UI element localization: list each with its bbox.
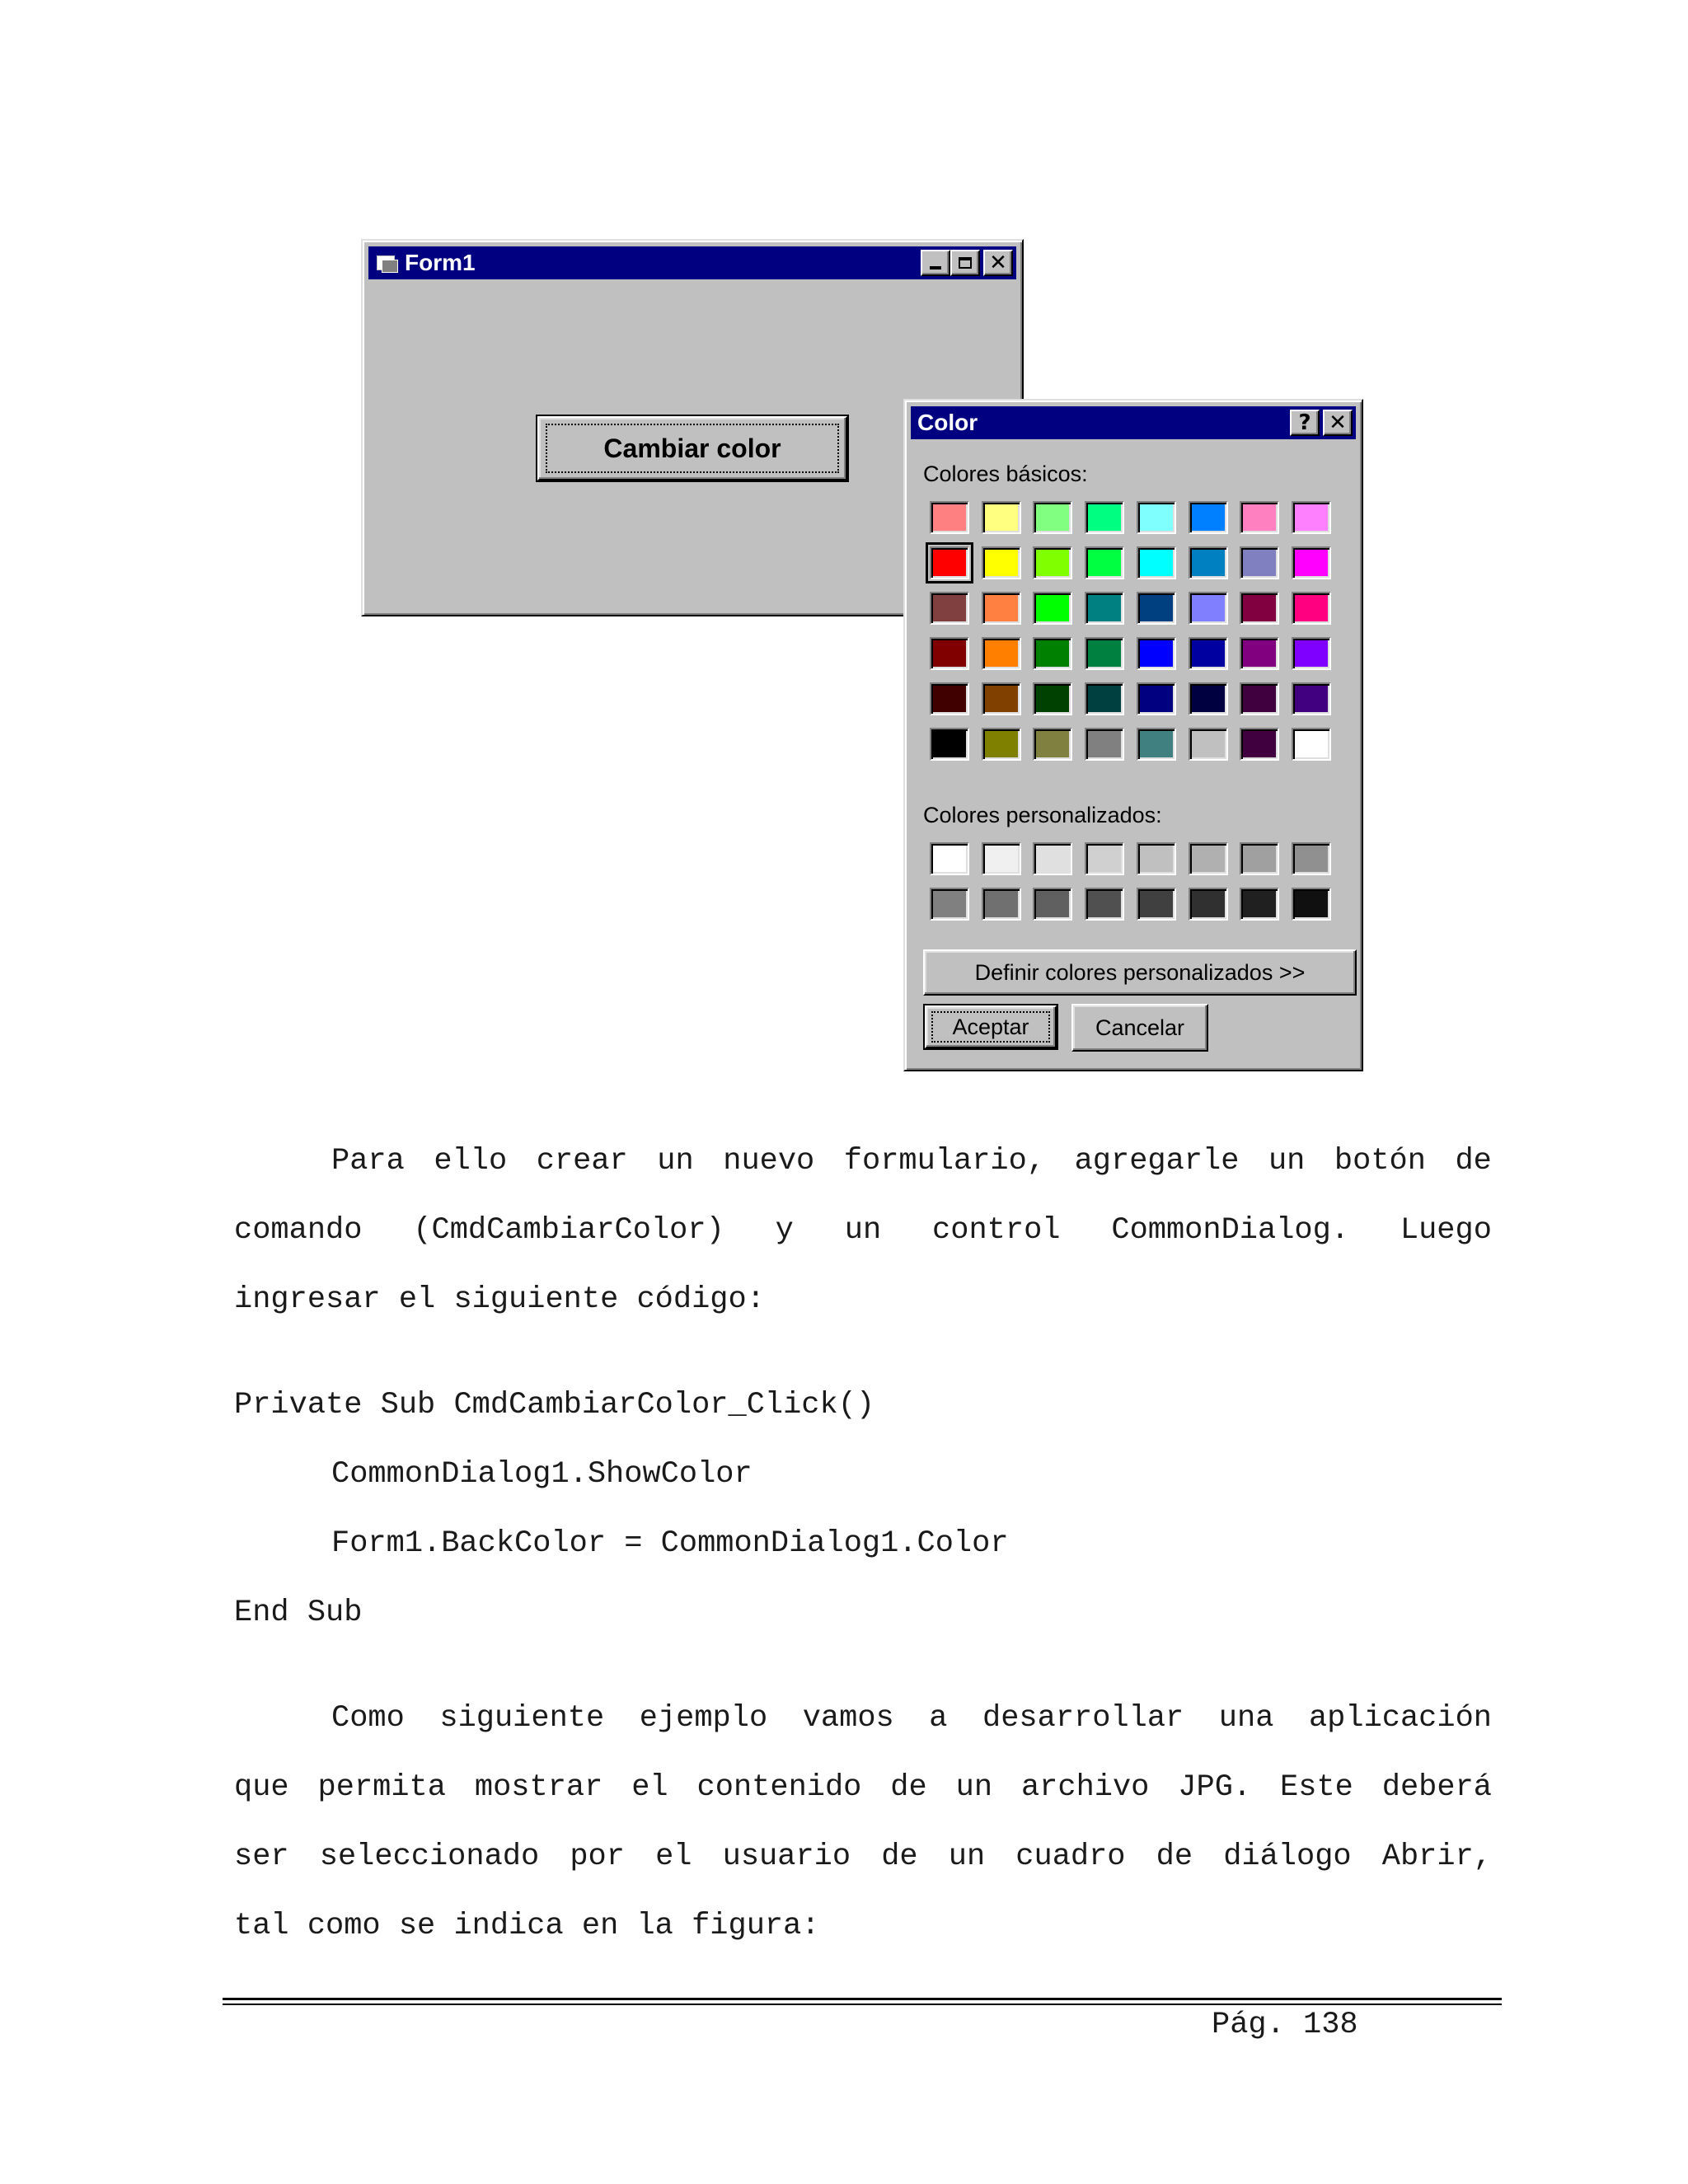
word: seleccionado (319, 1840, 540, 1874)
minimize-icon[interactable] (921, 250, 950, 276)
word: Para (331, 1144, 405, 1179)
color-swatch[interactable] (1292, 682, 1331, 715)
color-swatch[interactable] (1240, 637, 1279, 670)
basic-colors-label: Colores básicos: (923, 462, 1088, 486)
code-line: End Sub (234, 1596, 363, 1630)
word: el (655, 1840, 692, 1874)
color-swatch[interactable] (1189, 682, 1228, 715)
word: un (955, 1770, 993, 1805)
custom-colors-label: Colores personalizados: (923, 803, 1162, 827)
color-swatch[interactable] (982, 501, 1021, 534)
color-swatch[interactable] (1085, 842, 1124, 875)
maximize-icon[interactable] (950, 250, 980, 276)
color-swatch[interactable] (1137, 682, 1176, 715)
color-swatch[interactable] (930, 888, 969, 921)
close-icon[interactable]: ✕ (983, 250, 1013, 276)
word: un (844, 1213, 882, 1248)
color-swatch[interactable] (1085, 888, 1124, 921)
color-dialog-titlebar[interactable] (911, 406, 1356, 439)
color-swatch[interactable] (1085, 728, 1124, 761)
color-swatch[interactable] (1033, 546, 1072, 579)
word: ello (434, 1144, 508, 1179)
color-swatch[interactable] (930, 842, 969, 875)
accept-label: Aceptar (952, 1014, 1029, 1039)
word: por (570, 1840, 625, 1874)
help-icon[interactable]: ? (1290, 410, 1320, 436)
color-swatch[interactable] (1085, 637, 1124, 670)
color-swatch[interactable] (982, 592, 1021, 625)
cambiar-color-button[interactable] (537, 416, 847, 480)
accept-button[interactable] (925, 1005, 1057, 1048)
form1-titlebar[interactable] (368, 246, 1016, 279)
color-swatch[interactable] (1137, 728, 1176, 761)
close-icon[interactable]: ✕ (1323, 410, 1353, 436)
word: y (775, 1213, 794, 1248)
color-swatch[interactable] (1292, 888, 1331, 921)
cambiar-color-label: Cambiar color (603, 433, 781, 463)
color-swatch[interactable] (1137, 637, 1176, 670)
word: un (1268, 1144, 1306, 1179)
color-swatch[interactable] (1240, 546, 1279, 579)
color-swatch[interactable] (982, 637, 1021, 670)
color-swatch[interactable] (1240, 728, 1279, 761)
word: Como (331, 1701, 405, 1736)
word: una (1218, 1701, 1274, 1736)
word: (CmdCambiarColor) (413, 1213, 724, 1248)
form-icon (377, 254, 398, 272)
word: un (948, 1840, 986, 1874)
word: nuevo (723, 1144, 815, 1179)
text-line (331, 1701, 1492, 1736)
color-swatch[interactable] (982, 682, 1021, 715)
color-swatch[interactable] (982, 888, 1021, 921)
word: que (234, 1770, 289, 1805)
word: crear (536, 1144, 628, 1179)
word: desarrollar (982, 1701, 1184, 1736)
color-swatch[interactable] (982, 728, 1021, 761)
color-swatch[interactable] (982, 842, 1021, 875)
word: Abrir, (1381, 1840, 1492, 1874)
cancel-button[interactable] (1071, 1004, 1208, 1052)
color-swatch[interactable] (1292, 546, 1331, 579)
color-swatch[interactable] (1085, 682, 1124, 715)
color-swatch[interactable] (1189, 592, 1228, 625)
page-number: Pág. 138 (1212, 2008, 1358, 2042)
text-line (234, 1213, 1492, 1248)
color-swatch[interactable] (1033, 728, 1072, 761)
color-swatch[interactable] (1292, 501, 1331, 534)
word: permita (317, 1770, 446, 1805)
color-swatch[interactable] (1240, 501, 1279, 534)
word: control (932, 1213, 1061, 1248)
word: a (929, 1701, 948, 1736)
color-swatch[interactable] (930, 546, 969, 579)
word: siguiente (439, 1701, 605, 1736)
word: de (1455, 1144, 1492, 1179)
color-swatch[interactable] (1292, 592, 1331, 625)
code-line: CommonDialog1.ShowColor (331, 1457, 753, 1492)
word: Luego (1400, 1213, 1492, 1248)
word: Este (1280, 1770, 1353, 1805)
color-swatch[interactable] (1240, 842, 1279, 875)
color-swatch[interactable] (1033, 592, 1072, 625)
word: comando (234, 1213, 363, 1248)
color-swatch[interactable] (1240, 682, 1279, 715)
word: vamos (802, 1701, 894, 1736)
word: mostrar (474, 1770, 603, 1805)
text-line: tal como se indica en la figura: (234, 1909, 820, 1943)
text-line (331, 1144, 1492, 1179)
color-swatch[interactable] (930, 682, 969, 715)
code-line: Form1.BackColor = CommonDialog1.Color (331, 1526, 1009, 1561)
define-custom-colors-button[interactable] (923, 949, 1357, 996)
word: deberá (1381, 1770, 1492, 1805)
word: contenido (696, 1770, 862, 1805)
color-swatch[interactable] (1189, 637, 1228, 670)
word: formulario, (843, 1144, 1046, 1179)
cancel-label: Cancelar (1095, 1015, 1185, 1040)
word: aplicación (1308, 1701, 1492, 1736)
color-swatch[interactable] (1240, 888, 1279, 921)
word: agregarle (1074, 1144, 1240, 1179)
color-swatch[interactable] (1085, 501, 1124, 534)
color-dialog-title: Color (917, 410, 978, 435)
word: de (1156, 1840, 1193, 1874)
color-swatch[interactable] (1137, 842, 1176, 875)
color-swatch[interactable] (1085, 592, 1124, 625)
word: de (890, 1770, 927, 1805)
color-swatch[interactable] (1033, 682, 1072, 715)
form1-title: Form1 (405, 250, 476, 275)
color-swatch[interactable] (930, 592, 969, 625)
text-line: ingresar el siguiente código: (234, 1282, 765, 1317)
code-line: Private Sub CmdCambiarColor_Click() (234, 1388, 875, 1422)
color-swatch[interactable] (1189, 888, 1228, 921)
color-dialog (903, 399, 1363, 1071)
color-swatch[interactable] (1189, 546, 1228, 579)
color-swatch[interactable] (1189, 501, 1228, 534)
color-swatch[interactable] (982, 546, 1021, 579)
word: botón (1334, 1144, 1426, 1179)
color-swatch[interactable] (1137, 501, 1176, 534)
word: un (657, 1144, 694, 1179)
word: ser (234, 1840, 289, 1874)
color-swatch[interactable] (1189, 728, 1228, 761)
color-swatch[interactable] (1033, 501, 1072, 534)
color-swatch[interactable] (1189, 842, 1228, 875)
footer-rule-top (223, 1998, 1502, 2000)
word: usuario (722, 1840, 851, 1874)
color-swatch[interactable] (1033, 888, 1072, 921)
word: JPG. (1178, 1770, 1252, 1805)
word: archivo (1020, 1770, 1150, 1805)
word: diálogo (1223, 1840, 1352, 1874)
color-swatch[interactable] (1033, 842, 1072, 875)
color-swatch[interactable] (930, 637, 969, 670)
color-swatch[interactable] (1292, 842, 1331, 875)
text-line (234, 1840, 1492, 1874)
color-swatch[interactable] (930, 501, 969, 534)
word: de (881, 1840, 918, 1874)
color-swatch[interactable] (1137, 546, 1176, 579)
word: CommonDialog. (1111, 1213, 1350, 1248)
word: ejemplo (639, 1701, 768, 1736)
color-swatch[interactable] (1137, 888, 1176, 921)
color-swatch[interactable] (1033, 637, 1072, 670)
define-custom-colors-label: Definir colores personalizados >> (974, 959, 1306, 985)
color-swatch[interactable] (1085, 546, 1124, 579)
footer-rule-bottom (223, 2004, 1502, 2005)
text-line (234, 1770, 1492, 1805)
color-swatch[interactable] (1240, 592, 1279, 625)
word: el (631, 1770, 668, 1805)
word: cuadro (1015, 1840, 1126, 1874)
color-swatch[interactable] (930, 728, 969, 761)
color-swatch[interactable] (1137, 592, 1176, 625)
color-swatch[interactable] (1292, 728, 1331, 761)
color-swatch[interactable] (1292, 637, 1331, 670)
